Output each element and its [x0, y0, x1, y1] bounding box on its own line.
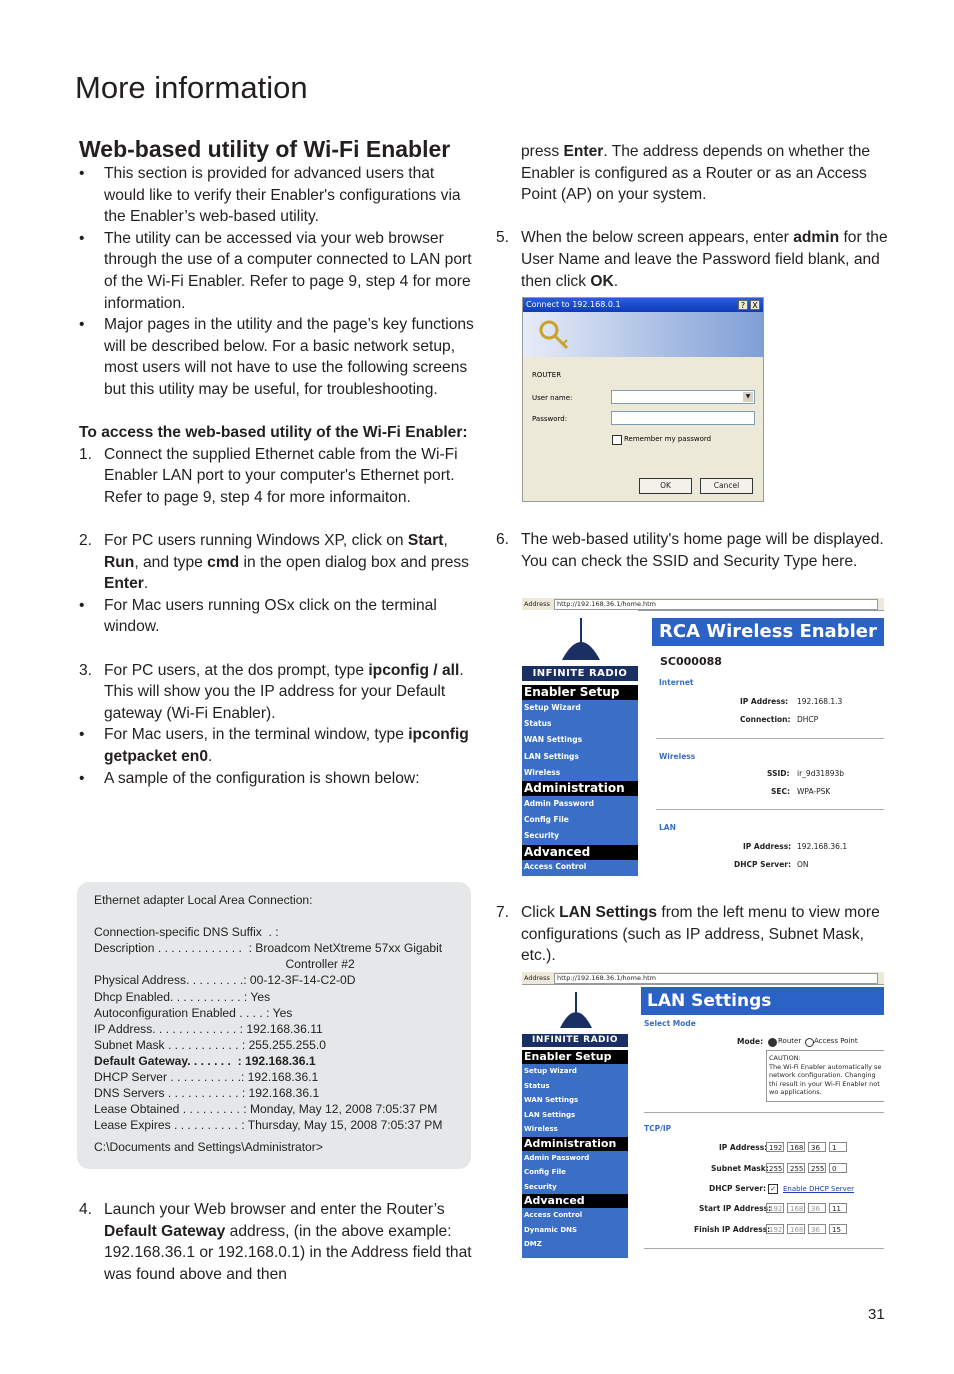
nav-status[interactable]: Status [524, 1081, 550, 1090]
password-field[interactable] [611, 411, 755, 425]
nav-setup-wizard[interactable]: Setup Wizard [524, 703, 581, 712]
nav-dynamic-dns[interactable]: Dynamic DNS [524, 1225, 578, 1234]
right-column [496, 141, 896, 292]
nav-wireless[interactable]: Wireless [524, 1125, 558, 1133]
cancel-button[interactable]: Cancel [700, 478, 753, 494]
start-ip-octet-field[interactable]: 192 [766, 1203, 784, 1213]
nav-security[interactable]: Security [524, 1182, 557, 1191]
list-item: • For Mac users running OSx click on the terminal window. [79, 596, 437, 636]
dhcp-checkbox[interactable]: ✓ [768, 1184, 778, 1194]
nav-wan-settings[interactable]: WAN Settings [524, 1096, 579, 1104]
nav-administration[interactable]: Administration [522, 1137, 628, 1151]
nav-admin-password[interactable]: Admin Password [524, 1153, 590, 1162]
keys-icon [537, 318, 571, 352]
enable-dhcp-link[interactable]: Enable DHCP Server [783, 1185, 855, 1193]
ip-octet-field[interactable]: 192 [766, 1142, 784, 1152]
home-page-screenshot: Address http://192.168.36.1/home.htm INFINITE RADIO Enabler Setup Setup Wizard Status WAN Settings LAN Settings Wireless Administration Admin Password Config File Security Advanced Access Control RCA Wireless Enabler SC000088 Internet IP Address: 192.168.1.3 Connection: DHCP Wireless SSID: ir_9d31893b SEC: WPA-PSK LAN IP Address: 192.168.36.1 DHCP Server: ON [522, 598, 884, 876]
url-field[interactable]: http://192.168.36.1/home.htm [554, 599, 878, 610]
logo: INFINITE RADIO [522, 610, 638, 685]
address-bar: Address http://192.168.36.1/home.htm [522, 972, 884, 985]
remember-checkbox[interactable] [612, 435, 622, 445]
lan-settings-screenshot: Address http://192.168.36.1/home.htm INFINITE RADIO Enabler Setup Setup Wizard Status WAN Settings LAN Settings Wireless Administration Admin Password Config File Security Advanced Access Control Dynamic DNS DMZ LAN Settings Select Mode Mode: Router Access Point CAUTION: The Wi-Fi Enabler automatically se network configuration. Changing thi result in your Wi-Fi Enabler not wo applications. TCP/IP IP Address: 192 168 36 1 Subnet Mask: 255 255 255 0 DHCP Server: ✓ Enable DHCP Server Start IP Address: 192 168 36 11 Finish IP Address: 192 168 36 15 [522, 972, 884, 1258]
page-header: RCA Wireless Enabler [652, 618, 884, 646]
close-button[interactable]: X [750, 300, 760, 310]
step-6: 6. The web-based utility's home page will be displayed. You can check the SSID and Security Type here. [496, 531, 884, 570]
nav-lan-settings[interactable]: LAN Settings [524, 1110, 576, 1119]
mask-octet-field[interactable]: 0 [829, 1163, 847, 1173]
ok-button[interactable]: OK [639, 478, 692, 494]
ip-octet-field[interactable]: 1 [829, 1142, 847, 1152]
finish-ip-octet-field[interactable]: 15 [829, 1224, 847, 1234]
sidebar-nav [522, 610, 638, 876]
nav-admin-password[interactable]: Admin Password [524, 799, 594, 809]
radio-tower-icon [556, 990, 596, 1030]
nav-access-control[interactable]: Access Control [524, 1211, 583, 1219]
start-ip-octet-field[interactable]: 168 [787, 1203, 805, 1213]
nav-dmz[interactable]: DMZ [524, 1240, 542, 1248]
mode-ap-radio[interactable] [805, 1038, 814, 1047]
nav-lan-settings[interactable]: LAN Settings [524, 751, 579, 761]
step-1: 1. Connect the supplied Ethernet cable from the Wi-Fi Enabler LAN port to your computer's Ethernet port. Refer to page 9, step 4 for more informaiton. [79, 445, 458, 506]
list-item: • Major pages in the utility and the page’s key functions will be described below. For a basic network setup, most users will not have to use the following screens but this utility may be useful, for troubleshooting. [79, 316, 474, 398]
ip-octet-field[interactable]: 36 [808, 1142, 826, 1152]
page-header: LAN Settings [641, 987, 884, 1015]
nav-access-control[interactable]: Access Control [524, 861, 587, 871]
step-7: 7. Click LAN Settings from the left menu to view more configurations (such as IP address, Subnet Mask, etc.). [496, 904, 880, 965]
config-sample-box: Ethernet adapter Local Area Connection: Connection-specific DNS Suffix . : Description . . . . . . . . . . . . . : Broadcom NetXtreme 57xx Gigabit Controller #2 Physical Address. . . . . . . . .: 00-12-3F-14-C2-0D Dhcp Enabled. . . . . . . . . . . : Yes Autoconfiguration Enabled . . . . : Yes IP Address. . . . . . . . . . . . . : 192.168.36.11 Subnet Mask . . . . . . . . . . . : 255.255.255.0 Default Gateway. . . . . . . : 192.168.36.1 DHCP Server . . . . . . . . . . .: 192.168.36.1 DNS Servers . . . . . . . . . . . : 192.168.36.1 Lease Obtained . . . . . . . . . : Monday, May 12, 2008 7:05:37 PM Lease Expires . . . . . . . . . . : Thursday, May 15, 2008 7:05:37 PM C:\Documents and Settings\Administrator> [77, 882, 471, 1169]
address-bar: Address http://192.168.36.1/home.htm [522, 598, 884, 611]
mode-router-radio[interactable] [768, 1038, 777, 1047]
logo: INFINITE RADIO [522, 986, 628, 1050]
nav-administration[interactable]: Administration [522, 781, 638, 796]
nav-status[interactable]: Status [524, 719, 552, 729]
list-item: • A sample of the configuration is shown below: [79, 769, 420, 787]
nav-advanced[interactable]: Advanced [522, 845, 638, 860]
ip-octet-field[interactable]: 168 [787, 1142, 805, 1152]
sidebar-nav [522, 986, 628, 1258]
nav-security[interactable]: Security [524, 831, 560, 841]
nav-setup-wizard[interactable]: Setup Wizard [524, 1067, 577, 1075]
left-column [79, 163, 474, 789]
radio-tower-icon [558, 616, 604, 662]
nav-enabler-setup[interactable]: Enabler Setup [522, 685, 638, 700]
page-number: 31 [868, 1306, 885, 1323]
model-number: SC000088 [660, 655, 722, 668]
list-item: • For Mac users, in the terminal window, type ipconfig getpacket en0. [79, 726, 469, 766]
nav-enabler-setup[interactable]: Enabler Setup [522, 1050, 628, 1064]
step-5: 5. When the below screen appears, enter admin for the User Name and leave the Password field blank, and then click OK. [496, 229, 888, 290]
username-field[interactable] [611, 390, 755, 404]
login-dialog-screenshot: Connect to 192.168.0.1 ? X ROUTER User name: ▼ Password: Remember my password OK Cancel [522, 297, 764, 502]
mask-octet-field[interactable]: 255 [787, 1163, 805, 1173]
nav-wan-settings[interactable]: WAN Settings [524, 735, 583, 745]
step-3: 3. For PC users, at the dos prompt, type ipconfig / all. This will show you the IP address for your Default gateway (Wi-Fi Enabler). [79, 661, 464, 722]
finish-ip-octet-field[interactable]: 192 [766, 1224, 784, 1234]
step-4-continued: press Enter. The address depends on whether the Enabler is configured as a Router or as an Access Point (AP) on your system. [521, 143, 871, 204]
list-item: • This section is provided for advanced users that would like to verify their Enabler's configurations via the Enabler’s web-based utility. [79, 165, 461, 226]
finish-ip-octet-field[interactable]: 168 [787, 1224, 805, 1234]
finish-ip-octet-field[interactable]: 36 [808, 1224, 826, 1234]
chevron-down-icon[interactable]: ▼ [743, 392, 753, 402]
mask-octet-field[interactable]: 255 [808, 1163, 826, 1173]
start-ip-octet-field[interactable]: 11 [829, 1203, 847, 1213]
nav-config-file[interactable]: Config File [524, 815, 569, 825]
help-button[interactable]: ? [738, 300, 748, 310]
dialog-titlebar: Connect to 192.168.0.1 ? X [523, 298, 763, 312]
subheading: To access the web-based utility of the Wi-Fi Enabler: [79, 424, 468, 442]
url-field[interactable]: http://192.168.36.1/home.htm [554, 973, 878, 984]
page-title: More information [75, 70, 308, 105]
start-ip-octet-field[interactable]: 36 [808, 1203, 826, 1213]
mask-octet-field[interactable]: 255 [766, 1163, 784, 1173]
nav-advanced[interactable]: Advanced [522, 1194, 628, 1208]
section-title: Web-based utility of Wi-Fi Enabler [79, 136, 451, 162]
list-item: • The utility can be accessed via your web browser through the use of a computer connected to LAN port of the Wi-Fi Enabler. Refer to page 9, step 4 for more information. [79, 229, 472, 312]
step-4: 4. Launch your Web browser and enter the Router’s Default Gateway address, (in the above example: 192.168.36.1 or 192.168.0.1) in the Address field that was found above and then [79, 1201, 472, 1283]
caution-note: CAUTION: The Wi-Fi Enabler automatically se network configuration. Changing thi result in your Wi-Fi Enabler not wo applications. [766, 1050, 884, 1102]
step-2: 2. For PC users running Windows XP, click on Start, Run, and type cmd in the open dialog box and press Enter. [79, 532, 469, 593]
nav-config-file[interactable]: Config File [524, 1168, 566, 1176]
dialog-banner [523, 312, 763, 357]
nav-wireless[interactable]: Wireless [524, 767, 561, 777]
